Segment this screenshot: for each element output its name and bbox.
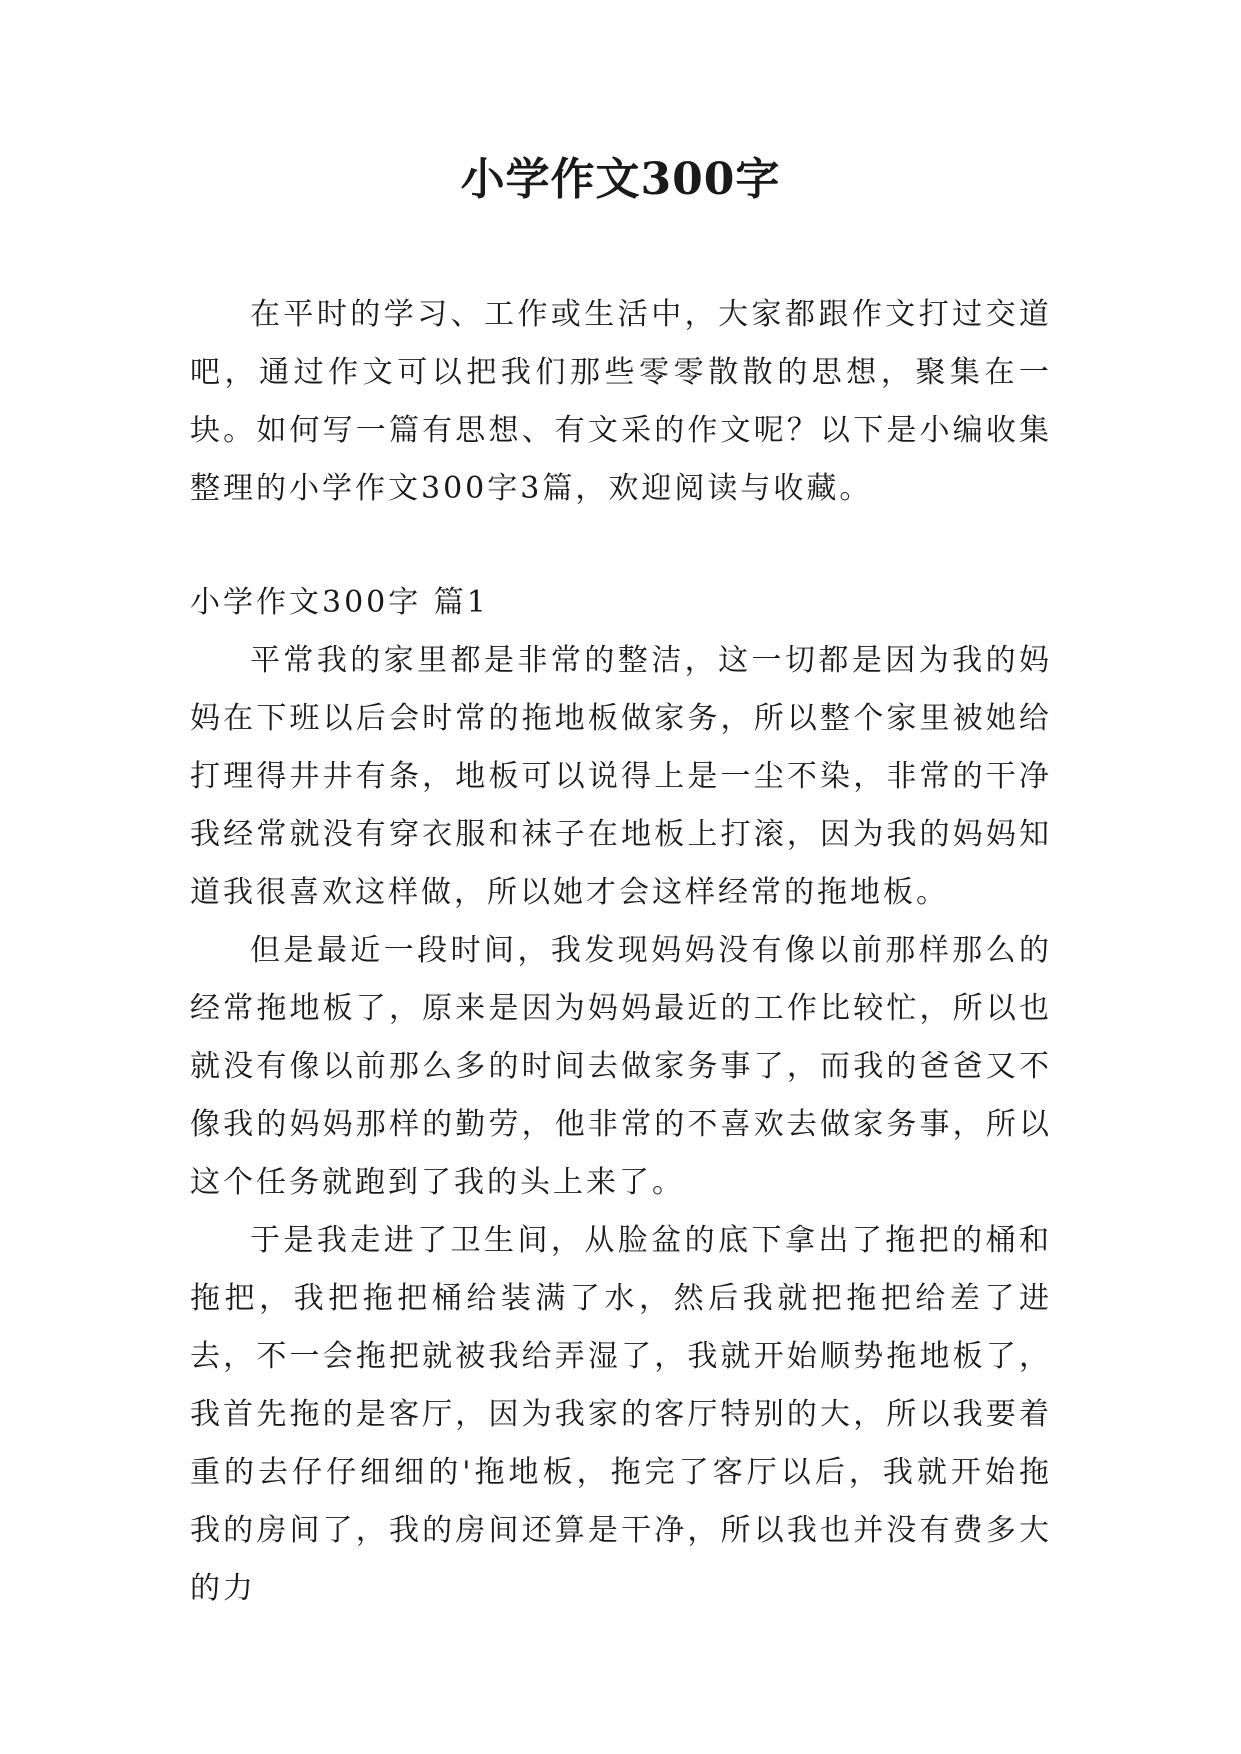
document-body — [190, 286, 1052, 1618]
body-paragraph-1: 平常我的家里都是非常的整洁，这一切都是因为我的妈妈在下班以后会时常的拖地板做家务，所以整个家里被她给打理得井井有条，地板可以说得上是一尘不染，非常的干净我经常就没有穿衣服和袜子在地板上打滚，因为我的妈妈知道我很喜欢这样做，所以她才会这样经常的拖地板。 — [190, 643, 1052, 910]
body-paragraph-2: 但是最近一段时间，我发现妈妈没有像以前那样那么的经常拖地板了，原来是因为妈妈最近的工作比较忙，所以也就没有像以前那么多的时间去做家务事了，而我的爸爸又不像我的妈妈那样的勤劳，他非常的不喜欢去做家务事，所以这个任务就跑到了我的头上来了。 — [190, 933, 1052, 1200]
section-heading: 小学作文300字 篇1 — [190, 585, 489, 620]
document-title: 小学作文300字 — [460, 154, 781, 205]
intro-paragraph: 在平时的学习、工作或生活中，大家都跟作文打过交道吧，通过作文可以把我们那些零零散散的思想，聚集在一块。如何写一篇有思想、有文采的作文呢？以下是小编收集整理的小学作文300字3篇，欢迎阅读与收藏。 — [190, 297, 1052, 506]
body-paragraph-3: 于是我走进了卫生间，从脸盆的底下拿出了拖把的桶和拖把，我把拖把桶给装满了水，然后我就把拖把给差了进去，不一会拖把就被我给弄湿了，我就开始顺势拖地板了，我首先拖的是客厅，因为我家的客厅特别的大，所以我要着重的去仔仔细细的'拖地板，拖完了客厅以后，我就开始拖我的房间了，我的房间还算是干净，所以我也并没有费多大的力 — [190, 1223, 1052, 1606]
